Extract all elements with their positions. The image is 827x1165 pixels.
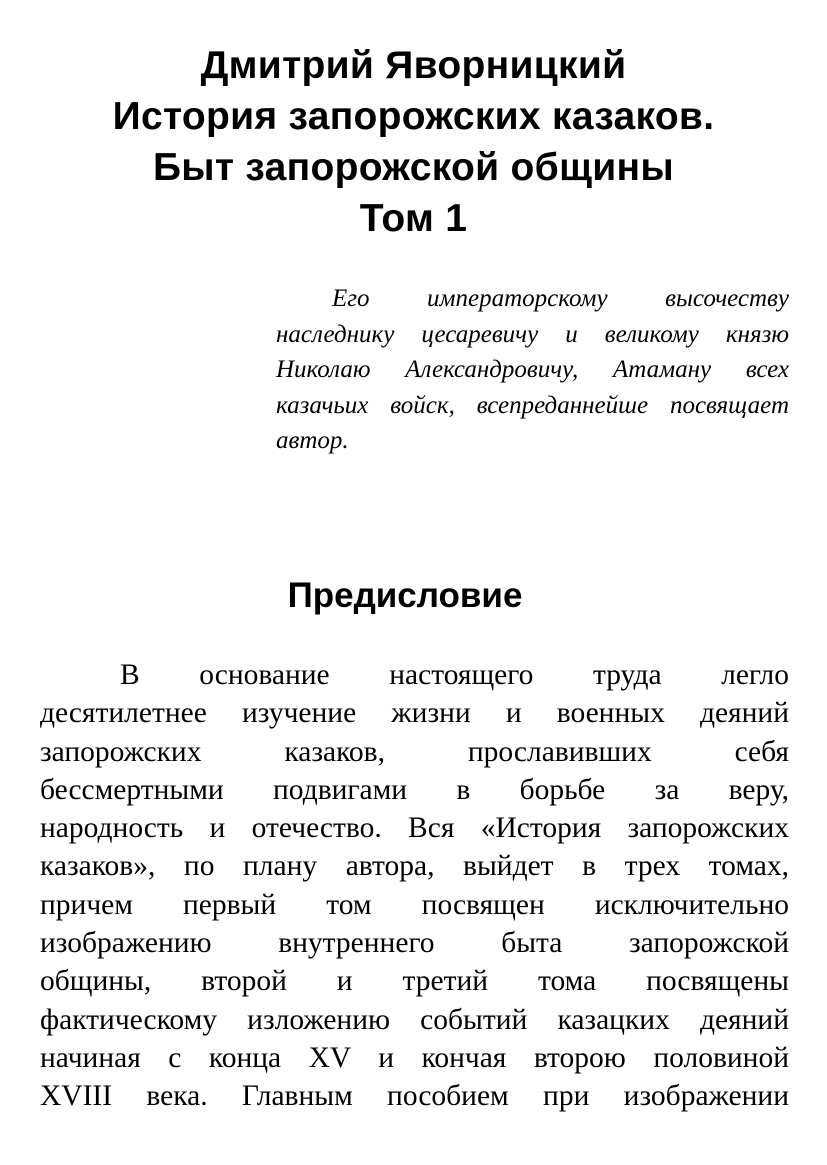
paragraph-line: изображению внутреннего быта запорожской	[40, 927, 789, 960]
paragraph-line: фактическому изложению событий казацких деяний	[40, 1003, 789, 1036]
preface-paragraph	[40, 656, 789, 1116]
paragraph-line: В основание настоящего труда легло	[120, 659, 789, 691]
paragraph-line: общины, второй и третий тома посвящены	[40, 965, 789, 998]
paragraph-line: казаков», по плану автора, выйдет в трех томах,	[40, 850, 789, 883]
dedication-text: Его императорскому высочеству наследнику цесаревичу и великому князю Николаю Александровичу, Атаману всех казачьих войск, всепреданнейше посвящает автор.	[276, 285, 789, 454]
section-heading-preface: Предисловие	[287, 576, 523, 615]
book-title-line-2: Быт запорожской общины	[152, 146, 675, 189]
title-block	[40, 40, 787, 244]
paragraph-line: бессмертными подвигами в борьбе за веру,	[40, 773, 789, 806]
book-title-line-1: История запорожских казаков.	[112, 95, 715, 138]
paragraph-line: причем первый том посвящен исключительно	[40, 888, 789, 921]
paragraph-line: народность и отечество. Вся «История запорожских	[40, 812, 789, 845]
author-name: Дмитрий Яворницкий	[200, 44, 627, 87]
paragraph-line: запорожских казаков, прославивших себя	[40, 735, 789, 768]
paragraph-line: XVIII века. Главным пособием при изображении	[40, 1080, 789, 1113]
paragraph-line: десятилетнее изучение жизни и военных деяний	[40, 697, 789, 730]
volume-label: Том 1	[359, 197, 468, 240]
paragraph-line: начиная с конца XV и кончая второю половиной	[40, 1041, 789, 1074]
